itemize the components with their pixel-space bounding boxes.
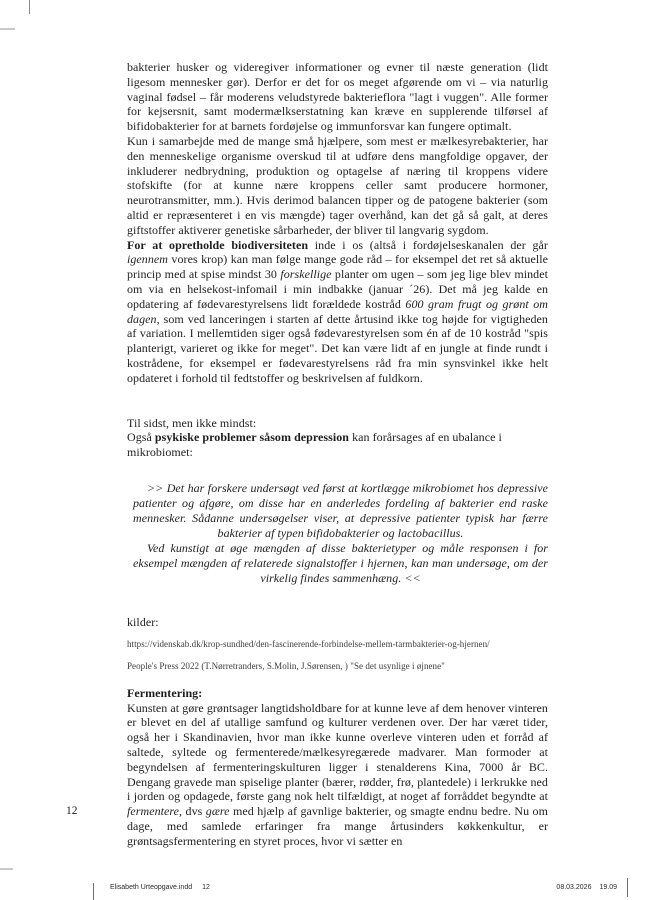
slug-date-text: 08.03.2026 (556, 884, 592, 891)
quote-paragraph: Ved kunstigt at øge mængden af disse bakterietyper og måle responsen i for eksempel mængden af relaterede signalstoffer i hjernen, kan man undersøge, om der virkelig findes sammenhæng. << (133, 540, 548, 585)
closing-intro-line: Til sidst, men ikke mindst: (127, 415, 257, 430)
slug-datetime (556, 884, 617, 891)
slug-filename (110, 884, 210, 891)
closing-statement-line: Også psykiske problemer såsom depression kan forårsages af en ubalance i mikrobiomet: (127, 430, 502, 460)
body-paragraph: Kun i samarbejde med de mange små hjælpere, som mest er mælkesyrebakterier, har den menneskelige organisme overskud til at udføre dens mangfoldige opgaver, der inkluderer nedbrydning, produktion og optagelse af næring til kroppens videre stofskifte (for at kunne nære kroppens celler samt producere hormoner, neurotransmitter, mm.). Hvis derimod balancen tipper og de patogene bakterier (som altid er repræsenteret i en vis mængde) tager overhånd, kan det gå så galt, at deres giftstoffer aktiverer genetiske sårbarheder, der bliver til langvarig sygdom. (127, 133, 548, 237)
crop-mark-top-left-vertical (29, 0, 30, 14)
block-quote (127, 481, 548, 586)
quote-paragraph: >> Det har forskere undersøgt ved først at kortlægge mikrobiomet hos depressive patienter og afgøre, om disse har en anderledes fordeling af bakterier end raske mennesker. Sådanne undersøgelser viser, at depressive patienter typisk har færre bakterier af typen bifidobakterier og lactobacillus. (133, 480, 548, 540)
section-heading-fermentering: Fermentering: (127, 685, 203, 700)
body-paragraph: Kunsten at gøre grøntsager langtidsholdbare for at kunne leve af dem henover vinteren er blevet en del af utallige samfund og kulturer verdenen over. Der har været tider, også her i Skandinavien, hvor man ikke kunne overleve vinteren uden et forråd af saltede, syltede og fermenterede/mælkesyregærede madvarer. Man formoder at begyndelsen af fermenteringskulturen ligger i stenalderens Kina, 7000 år BC. Dengang gravede man spiselige planter (bærer, rødder, frø, plantedele) i lerkrukke ned i jorden og opdagede, første gang nok helt tilfældigt, at noget af forråddet begyndte at fermentere, dvs gære med hjælp af gavnlige bakterier, og smagte endnu bedre. Nu om dage, med samlede erfaringer fra mange årtusinders køkkenkultur, er grøntsagsfermentering en styret proces, hvor vi sætter en (127, 700, 548, 848)
source-url: https://videnskab.dk/krop-sundhed/den-fascinerende-forbindelse-mellem-tarmbakterier-og-hjernen/ (127, 638, 490, 649)
page-text-column (127, 60, 548, 848)
body-paragraph: For at opretholde biodiversiteten inde i os (altså i fordøjelseskanalen der går igennem vores krop) kan man følge mange gode råd – for eksempel det ret så aktuelle princip med at spise mindst 30 forskellige planter om ugen – som jeg lige blev mindet om via en helsekost-infomail i min indbakke (januar ´26). Det må jeg kalde en opdatering af fødevarestyrelsens lidt forældede kostråd 600 gram frugt og grønt om dagen, som ved lanceringen i starten af dette årtusind ikke tog højde for vigtigheden af variation. I mellemtiden siger også fødevarestyrelsen som én af de 10 kostråd "spis planterigt, varieret og ikke for meget". Det kan være lidt af en jungle at finde rundt i kostrådene, for eksempel er fødevarestyrelsens råd fra min synsvinkel ikke helt opdateret i forhold til fedtstoffer og beskrivelsen af fuldkorn. (127, 237, 548, 385)
body-paragraph: bakterier husker og videregiver informationer og evner til næste generation (lidt ligesom mennesker gør). Derfor er det for os meget afgørende om vi – via naturlig vaginal fødsel – får moderens veludstyrede bakterieflora "lagt i vuggen". Alle former for kejsersnit, samt modermælkserstatning kan kræve en supplerende tilførsel af bifidobakterier for at barnets fordøjelse og immunforsvar kan fungere optimalt. (127, 60, 548, 134)
crop-mark-top-left-horizontal (0, 28, 15, 30)
slug-page-text: 12 (202, 884, 210, 891)
page-number: 12 (66, 805, 78, 817)
source-book: People's Press 2022 (T.Nørretranders, S.Molin, J.Sørensen, ) "Se det usynlige i øjnene" (127, 660, 445, 671)
slug-file-text: Elisabeth Urteopgave.indd (110, 884, 193, 891)
sources-list (127, 633, 548, 677)
crop-mark-bottom-left-horizontal (0, 868, 13, 870)
print-slug-line (0, 878, 653, 900)
slug-time-text: 19.09 (599, 884, 617, 891)
sources-label: kilder: (127, 614, 159, 629)
